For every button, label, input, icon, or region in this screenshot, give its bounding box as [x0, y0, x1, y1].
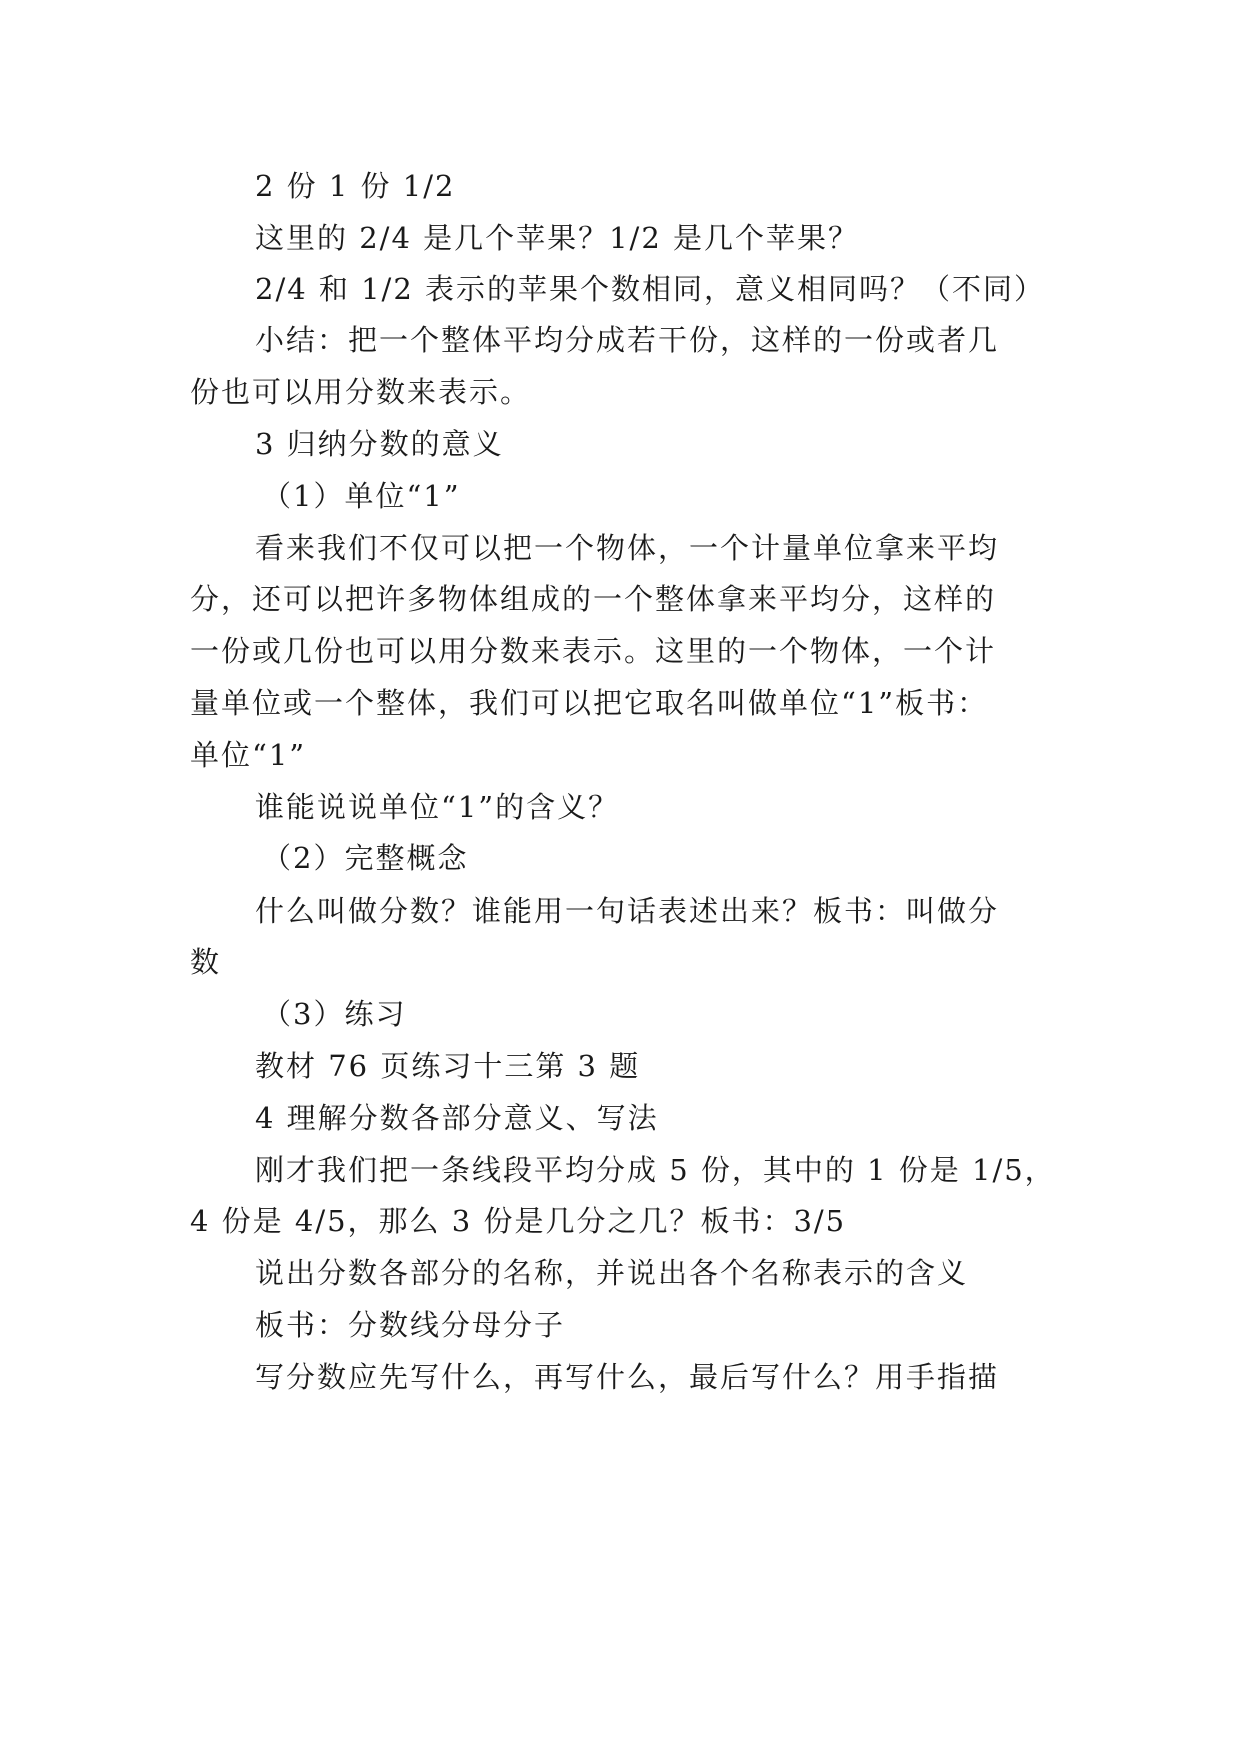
text-line: （2）完整概念	[262, 841, 469, 875]
text-line: （1）单位“1”	[262, 479, 461, 513]
text-line: 量单位或一个整体，我们可以把它取名叫做单位“1”板书：	[190, 686, 989, 720]
text-line: （3）练习	[262, 997, 407, 1031]
text-line: 这里的 2/4 是几个苹果？1/2 是几个苹果？	[255, 221, 859, 255]
text-line: 小结：把一个整体平均分成若干份，这样的一份或者几	[255, 323, 1000, 357]
text-line: 3 归纳分数的意义	[255, 427, 504, 461]
text-line: 写分数应先写什么，再写什么，最后写什么？用手指描	[255, 1360, 1000, 1394]
text-line: 教材 76 页练习十三第 3 题	[255, 1049, 641, 1083]
text-line: 谁能说说单位“1”的含义？	[255, 790, 620, 824]
text-line: 说出分数各部分的名称，并说出各个名称表示的含义	[255, 1256, 969, 1290]
text-line: 2 份 1 份 1/2	[255, 169, 456, 203]
text-line: 2/4 和 1/2 表示的苹果个数相同，意义相同吗？（不同）	[255, 272, 1045, 306]
text-line: 单位“1”	[190, 738, 307, 772]
text-line: 一份或几份也可以用分数来表示。这里的一个物体，一个计	[190, 634, 997, 668]
text-line: 4 理解分数各部分意义、写法	[255, 1101, 659, 1135]
text-line: 板书：分数线分母分子	[255, 1308, 566, 1342]
text-line: 看来我们不仅可以把一个物体，一个计量单位拿来平均	[255, 531, 1000, 565]
text-line: 刚才我们把一条线段平均分成 5 份，其中的 1 份是 1/5，	[255, 1153, 1056, 1187]
text-line: 分，还可以把许多物体组成的一个整体拿来平均分，这样的	[190, 582, 997, 616]
text-line: 数	[190, 945, 222, 979]
text-line: 4 份是 4/5，那么 3 份是几分之几？板书：3/5	[190, 1204, 847, 1238]
text-line: 份也可以用分数来表示。	[190, 375, 532, 409]
text-line: 什么叫做分数？谁能用一句话表述出来？板书：叫做分	[255, 894, 1000, 928]
